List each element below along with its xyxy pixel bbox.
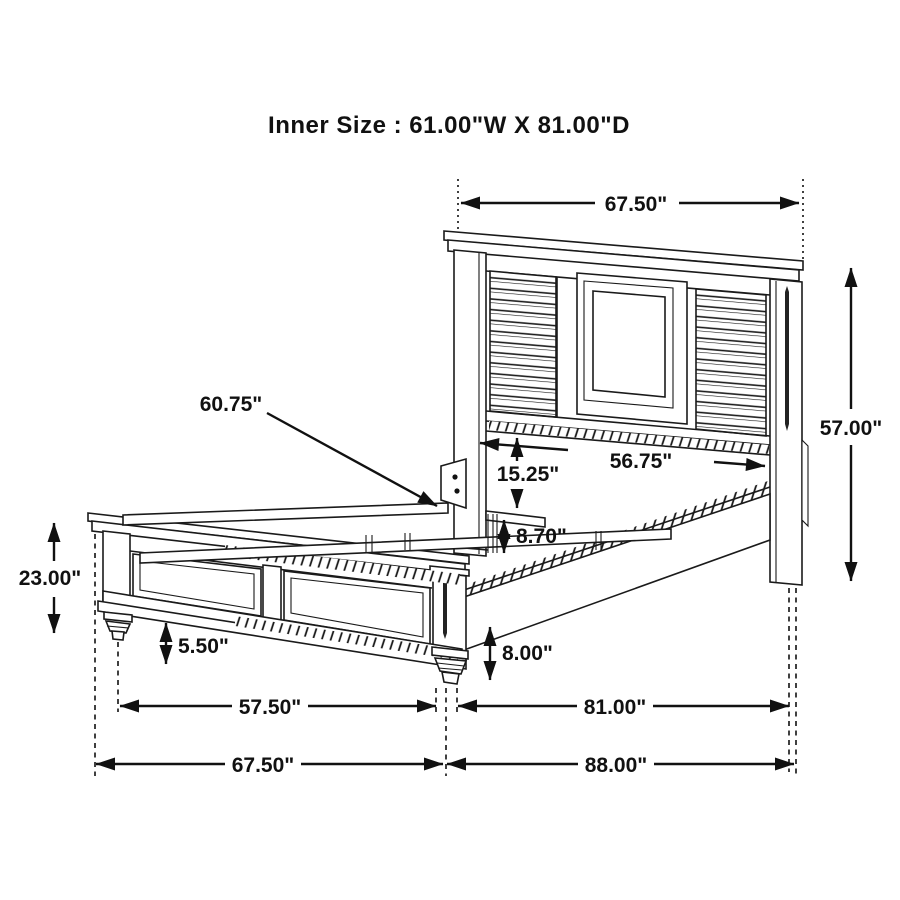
dim-footboard-width-label: 67.50": [231, 754, 295, 777]
inner-size-title: Inner Size : 61.00"W X 81.00"D: [268, 112, 630, 139]
dim-footboard-height: [19, 523, 82, 633]
headboard-center-panel-inset: [593, 291, 665, 397]
dim-headboard-inner-width-label: 56.75": [609, 450, 673, 473]
bracket-hole: [454, 488, 459, 493]
post-shading: [785, 286, 789, 431]
dim-headboard-height-label: 57.00": [819, 417, 883, 440]
dim-footboard-inner-width: [120, 696, 436, 719]
dim-rail-floor-clearance-label: 8.00": [502, 642, 553, 665]
dim-foot-height-label: 5.50": [178, 635, 229, 658]
post-shading: [443, 578, 447, 639]
dim-footboard-width: [96, 754, 443, 777]
dim-slat-rail-length-label: 60.75": [199, 393, 263, 416]
dim-headboard-width-label: 67.50": [604, 193, 668, 216]
footboard-left-foot: [104, 612, 132, 640]
dim-footboard-inner-width-label: 57.50": [238, 696, 302, 719]
bracket-hole: [452, 474, 457, 479]
footboard-right-foot: [432, 647, 468, 684]
rail-mounting-bracket: [441, 459, 466, 508]
center-support-rail: [123, 503, 448, 525]
dim-overall-length-label: 88.00": [584, 754, 648, 777]
headboard-louver-panel-left: [490, 271, 556, 417]
footboard: [88, 513, 469, 684]
headboard-post-side-profile: [802, 440, 808, 526]
dim-headboard-rail-height-label: 15.25": [496, 463, 560, 486]
footboard-center-stile: [263, 565, 281, 621]
dim-side-rail-length: [458, 696, 789, 719]
dim-rail-gap-label: 8.70": [516, 525, 567, 548]
dim-headboard-height: [820, 268, 883, 581]
headboard-left-post: [454, 250, 486, 556]
dim-footboard-height-label: 23.00": [18, 567, 82, 590]
dim-side-rail-length-label: 81.00": [583, 696, 647, 719]
dim-slat-rail-length: [200, 393, 437, 506]
dim-headboard-width: [461, 193, 799, 216]
side-rail: [464, 481, 770, 650]
footboard-right-post: [433, 572, 466, 652]
headboard-louver-panel-right: [696, 289, 766, 436]
dim-overall-length: [447, 754, 794, 777]
